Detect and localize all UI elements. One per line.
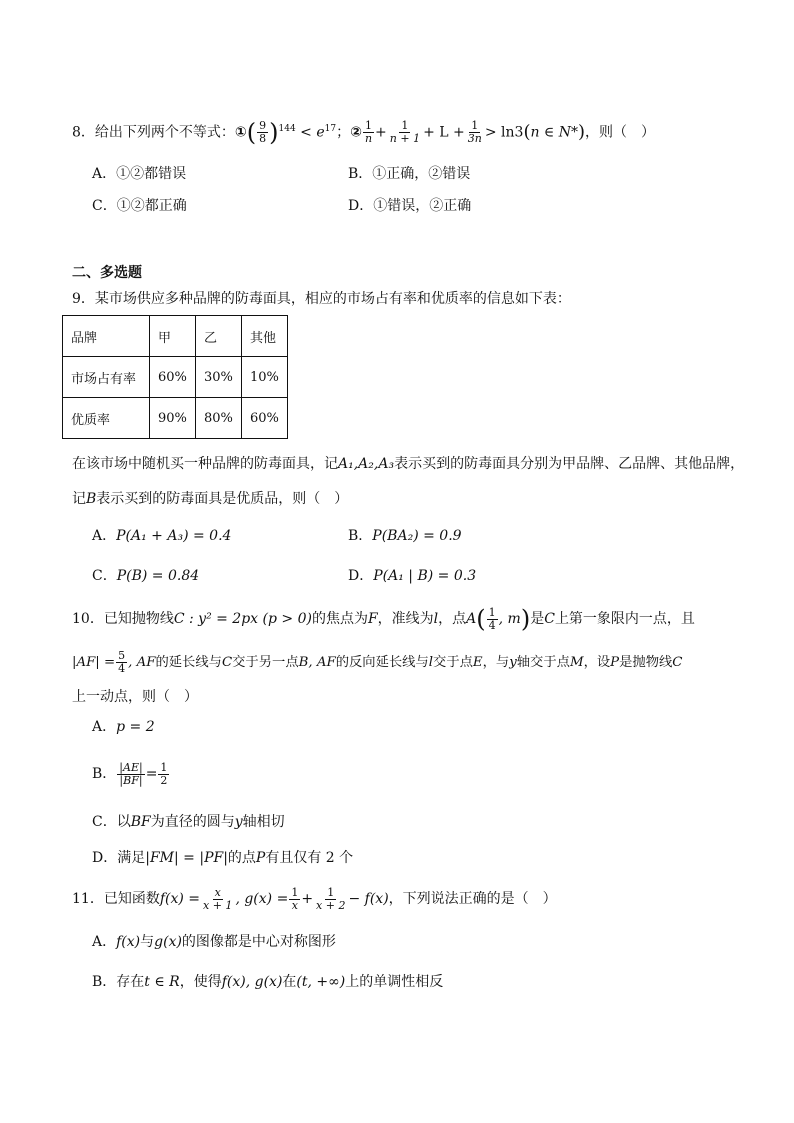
paren-left: ( [246,118,257,147]
frac-num: 1 [160,760,168,774]
text: 轴交于点 [516,655,570,670]
frac-den: 2 [160,773,168,787]
math-curve: C : y² = 2px (p > 0) [173,611,312,627]
frac-num: 1 [365,119,372,133]
frac-den: |BF| [119,773,143,787]
q9-option-d[interactable] [348,566,476,586]
paren-left: ( [476,605,486,633]
q9-stem: 9．某市场供应多种品牌的防毒面具，相应的市场占有率和优质率的信息如下表： [72,291,571,307]
paren-right: ) [520,605,531,633]
math-var: F [367,611,378,627]
equals: = [145,766,158,782]
option-label: B． [348,528,373,544]
q9-option-a[interactable] [92,526,231,546]
paren-left: ( [523,121,531,143]
table-cell: 乙 [196,316,242,357]
text: 交于另一点 [232,655,299,670]
text: 10．已知抛物线 [72,611,174,627]
text: 上的单调性相反 [345,974,444,990]
math-var: A [466,611,477,627]
frac-den: x + 2 [316,898,346,912]
q9-desc-line1 [72,454,744,474]
q8-frac-1-n1 [388,120,422,145]
option-label: A． [92,719,117,735]
q8-option-b[interactable]: B．①正确，②错误 [348,166,471,182]
frac [314,887,347,912]
q8-frac-9-8 [257,120,268,145]
q8-frac-1-3n [466,120,484,145]
math-var: P [610,655,620,670]
q8-option-d[interactable]: D．①错误，②正确 [348,198,472,214]
table-cell: 优质率 [63,398,150,439]
text: 记 [72,491,86,507]
text: C．以 [92,814,131,830]
q11-option-b[interactable] [92,972,443,992]
text: 的焦点为 [311,611,368,627]
math-expr: f(x) = [159,891,201,907]
paren-right: ) [269,118,279,147]
text: ，与 [482,655,510,670]
section-title: 二、多选题 [72,265,142,281]
table-cell: 60% [242,398,288,439]
option-expr: P(B) = 0.84 [116,568,200,584]
table-row [63,316,288,357]
table-cell: 品牌 [63,316,150,357]
frac [289,887,300,912]
math-vars: A₁,A₂,A₃ [338,456,395,472]
math-expr: g(x) [154,934,182,950]
q8-ineq1-rhs: < e [300,124,325,141]
text: ，准线为 [377,611,434,627]
frac-ae-bf [117,762,144,787]
q10-line2 [72,648,682,678]
text: ，下列说法正确的是（ ） [388,891,557,907]
frac-num: x [214,885,221,899]
q11-line1 [72,883,557,915]
plus: + [301,891,314,907]
text: 11．已知函数 [72,891,160,907]
text: 上第一象限内一点，且 [554,611,695,627]
frac-num: 1 [291,885,299,899]
text: 是抛物线 [619,655,673,670]
text: 表示买到的防毒面具是优质品，则（ ） [96,491,349,507]
q10-option-c[interactable] [92,812,285,832]
q8-exponent: 144 [278,124,296,134]
table-cell: 60% [150,357,196,398]
text: 轴相切 [242,814,285,830]
math-var: y [509,655,517,670]
text: 交于点 [433,655,473,670]
text: B．存在 [92,974,145,990]
text: ，设 [583,655,611,670]
frac-num: 1 [327,885,335,899]
frac-1-2 [158,762,169,787]
math-expr: t ∈ R [144,974,180,990]
table-cell: 30% [196,357,242,398]
math-expr: |FM| = |PF| [145,850,228,866]
math-var: C [672,655,683,670]
q9-option-b[interactable] [348,526,462,546]
math-expr: (t, +∞) [296,974,346,990]
text: 为直径的圆与 [150,814,235,830]
q10-line3: 上一动点，则（ ） [72,689,198,705]
frac-1-4 [487,607,498,632]
frac-num: 5 [118,649,126,662]
math-expr: f(x), g(x) [221,974,283,990]
option-expr: p = 2 [116,719,155,735]
frac-num: |AE| [119,760,143,774]
frac-den: 4 [488,618,496,632]
option-label: D． [348,568,374,584]
table-row [63,398,288,439]
math-var: P [255,850,266,866]
q8-e-exponent: 17 [324,124,337,134]
math-var: C [544,611,555,627]
q8-stem-prefix: 8．给出下列两个不等式： [72,124,235,141]
frac [201,887,234,912]
frac-num: 9 [259,119,267,133]
frac-den: x [291,898,298,912]
frac-5-4 [116,650,127,675]
option-expr: P(A₁ | B) = 0.3 [373,568,477,584]
math-var: B, AF [298,655,336,670]
text: 是 [530,611,545,627]
frac-num: 1 [488,605,496,619]
text: 在该市场中随机买一种品牌的防毒面具，记 [72,456,338,472]
frac-num: 1 [401,119,409,133]
text: ，点 [438,611,467,627]
frac-den: 3n [467,132,482,146]
table-cell: 市场占有率 [63,357,150,398]
q8-condition: n ∈ N* [530,124,578,141]
table-row [63,357,288,398]
option-label: C． [92,568,117,584]
q8-circle-1: ① [234,124,247,141]
math-var: BF [130,814,151,830]
q8-circle-2: ② [350,124,362,141]
math-var: E [472,655,483,670]
math-expr: , g(x) = [235,891,289,907]
table-cell: 80% [196,398,242,439]
q9-desc-line2 [72,489,348,509]
frac-den: 4 [118,662,126,675]
q8-dots: + L + [423,124,465,141]
math-expr: f(x) [116,934,141,950]
text: 与 [140,934,155,950]
math-var: C [221,655,233,670]
q10-line1 [72,604,695,634]
q10-option-d[interactable] [92,848,353,868]
q8-ineq2-rhs: > ln3 [484,124,524,141]
q9-table [62,315,288,439]
text: 有且仅有 2 个 [265,850,354,866]
frac-num: 1 [471,119,479,133]
text: 的延长线与 [155,655,222,670]
option-label: B． [92,766,117,782]
math-var: y [234,814,243,830]
table-cell: 甲 [150,316,196,357]
option-expr: P(A₁ + A₃) = 0.4 [116,528,232,544]
q8-stem: 8．给出下列两个不等式：①( $\frac{9}{8}$ )$^{144} < e^{17}$；② $\frac{1}{n}$ + $\frac{1}{n + 1}$ + L + $\frac{1}{3n}$ > ln3(n ∈ N*)，则（ ） [72,118,656,147]
frac-den: n [364,132,373,146]
q8-sep: ； [336,124,351,141]
text: 的点 [227,850,256,866]
frac-den: 8 [259,132,267,146]
option-expr: P(BA₂) = 0.9 [372,528,462,544]
q8-stem-suffix: ，则（ ） [585,124,656,141]
table-cell: 其他 [242,316,288,357]
option-label: A． [92,528,117,544]
math-var: , m [498,611,521,627]
math-var: l [428,655,434,670]
frac-den: x + 1 [203,898,233,912]
math-var: M [569,655,584,670]
q9-option-c[interactable] [92,566,199,586]
text: 的图像都是中心对称图形 [181,934,336,950]
table-cell: 90% [150,398,196,439]
q11-option-a[interactable] [92,932,336,952]
text: ，使得 [179,974,222,990]
q10-option-a[interactable] [92,717,155,737]
q8-frac-1-n [363,120,374,145]
math-var: l [433,611,439,627]
q8-option-a[interactable]: A．①②都错误 [92,166,187,182]
table-cell: 10% [242,357,288,398]
math-var: , AF [128,655,156,670]
text: 的反向延长线与 [335,655,429,670]
text: 在 [282,974,297,990]
math-var: B [86,491,97,507]
math-abs: |AF| = [72,655,116,670]
math-expr: − f(x) [348,891,389,907]
text: A． [92,934,117,950]
q10-option-b[interactable] [92,754,170,794]
frac-den: n + 1 [389,132,421,146]
text: D．满足 [92,850,146,866]
paren-right: ) [578,121,586,143]
q8-option-c[interactable]: C．①②都正确 [92,198,187,214]
text: 表示买到的防毒面具分别为甲品牌、乙品牌、其他品牌， [394,456,745,472]
